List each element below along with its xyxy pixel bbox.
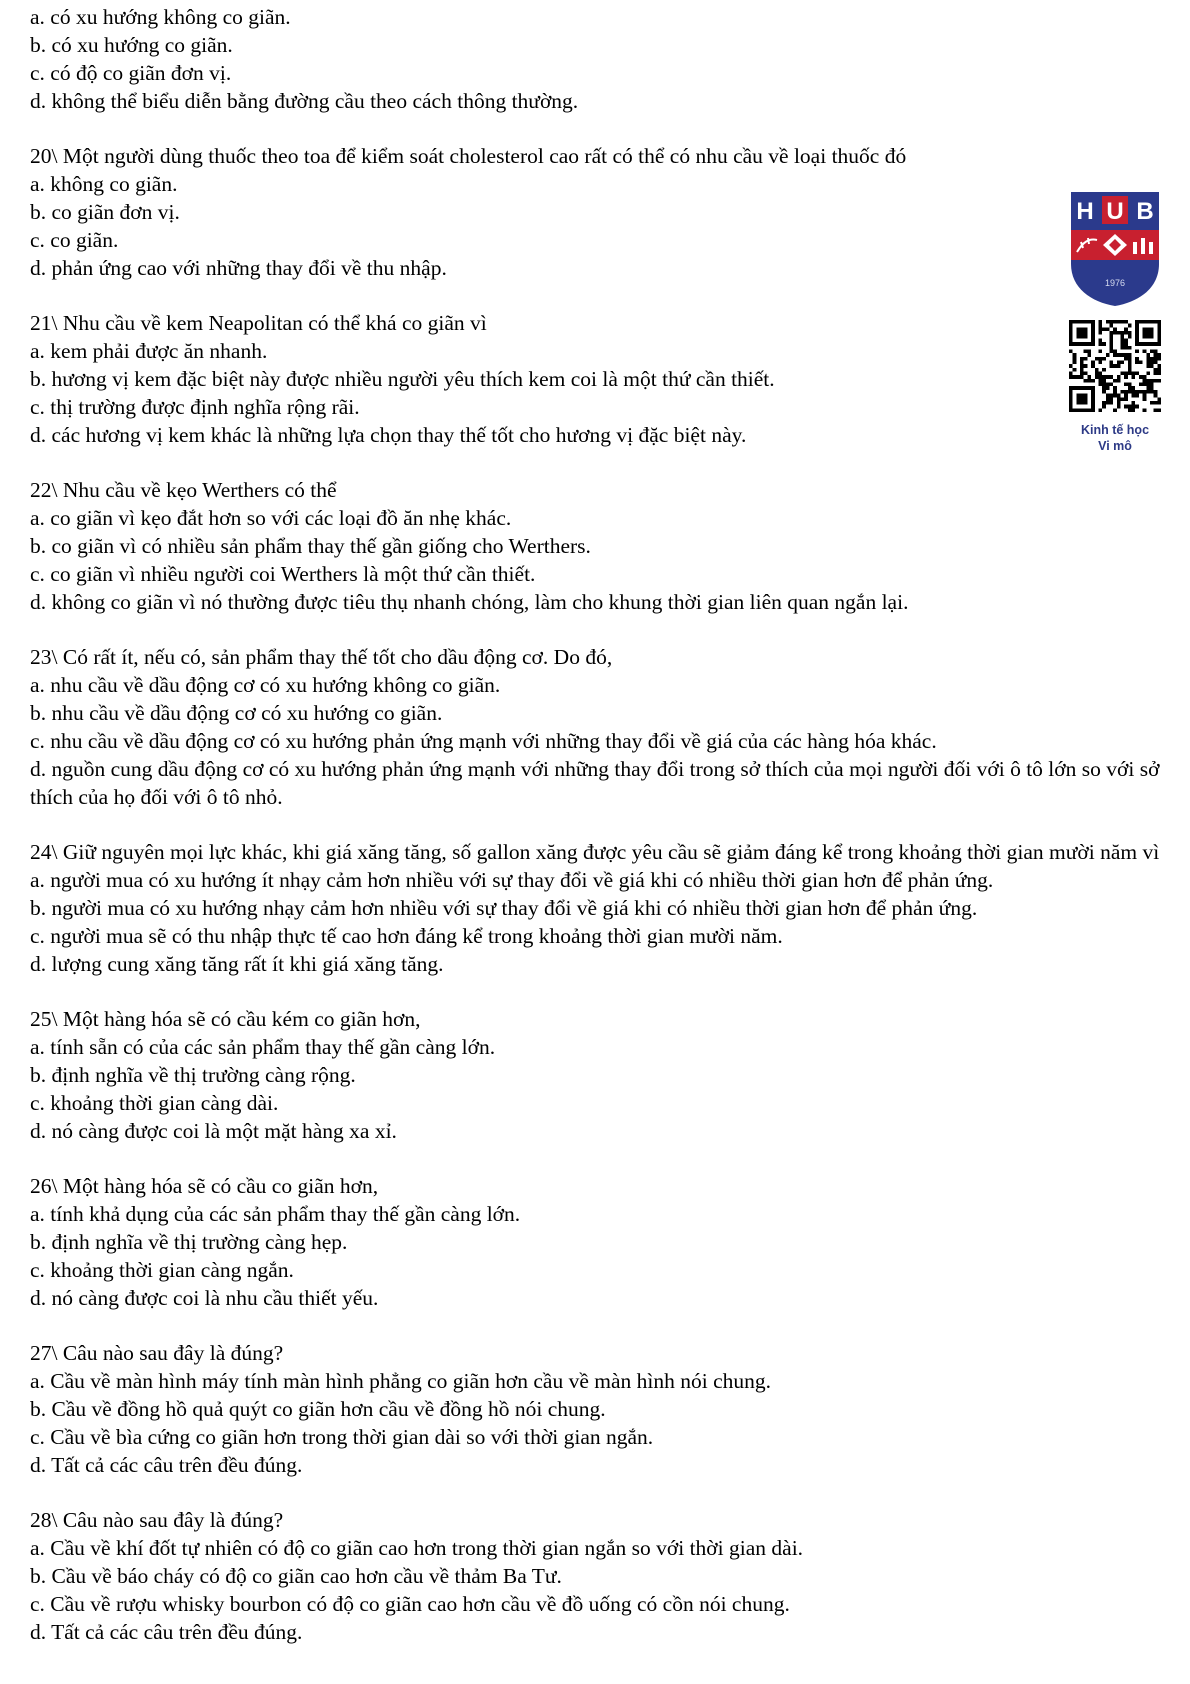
side-logo bbox=[1065, 190, 1165, 454]
qr-module bbox=[1124, 331, 1128, 335]
qr-module bbox=[1121, 338, 1125, 342]
answer-option: d. nguồn cung dầu động cơ có xu hướng phản ứng mạnh với những thay đổi trong sở thích của mọi người đối với ô tô lớn so với sở thích của họ đối với ô tô nhỏ. bbox=[30, 757, 1160, 809]
qr-module bbox=[1098, 375, 1102, 379]
qr-module bbox=[1150, 364, 1154, 368]
qr-module bbox=[1087, 379, 1091, 383]
qr-module bbox=[1098, 357, 1102, 361]
qr-module bbox=[1076, 375, 1080, 379]
qr-module bbox=[1098, 327, 1102, 331]
answer-option: b. nhu cầu về dầu động cơ có xu hướng co giãn. bbox=[30, 701, 443, 725]
qr-module bbox=[1121, 335, 1125, 339]
qr-module bbox=[1124, 342, 1128, 346]
qr-module bbox=[1143, 379, 1147, 383]
qr-module bbox=[1132, 375, 1136, 379]
logo-caption-line1: Kinh tế học bbox=[1080, 423, 1150, 437]
qr-module bbox=[1128, 383, 1132, 387]
question-text: 27\ Câu nào sau đây là đúng? bbox=[30, 1341, 284, 1365]
qr-module bbox=[1150, 357, 1154, 361]
qr-module bbox=[1080, 364, 1084, 368]
qr-module bbox=[1073, 357, 1077, 361]
qr-module bbox=[1154, 379, 1158, 383]
qr-module bbox=[1128, 353, 1132, 357]
qr-module bbox=[1098, 408, 1102, 412]
qr-module bbox=[1128, 335, 1132, 339]
qr-module bbox=[1091, 379, 1095, 383]
qr-module bbox=[1124, 357, 1128, 361]
question-block bbox=[30, 142, 1170, 282]
answer-option: c. người mua sẽ có thu nhập thực tế cao hơn đáng kể trong khoảng thời gian mười năm. bbox=[30, 924, 783, 948]
qr-module bbox=[1128, 360, 1132, 364]
qr-module bbox=[1135, 390, 1139, 394]
qr-module bbox=[1150, 401, 1154, 405]
qr-module bbox=[1098, 360, 1102, 364]
answer-option: c. co giãn vì nhiều người coi Werthers là một thứ cần thiết. bbox=[30, 562, 536, 586]
qr-module bbox=[1098, 331, 1102, 335]
qr-module bbox=[1113, 327, 1117, 331]
qr-module bbox=[1117, 405, 1121, 409]
qr-module bbox=[1106, 394, 1110, 398]
qr-module bbox=[1102, 357, 1106, 361]
qr-module bbox=[1139, 383, 1143, 387]
qr-module bbox=[1109, 335, 1113, 339]
qr-module bbox=[1113, 320, 1117, 324]
qr-module bbox=[1154, 357, 1158, 361]
qr-module bbox=[1124, 394, 1128, 398]
qr-module bbox=[1157, 379, 1161, 383]
qr-module bbox=[1132, 408, 1136, 412]
qr-module bbox=[1146, 379, 1150, 383]
qr-module bbox=[1157, 401, 1161, 405]
answer-option: b. hương vị kem đặc biệt này được nhiều người yêu thích kem coi là một thứ cần thiết. bbox=[30, 367, 775, 391]
qr-module bbox=[1109, 346, 1113, 350]
qr-module bbox=[1157, 368, 1161, 372]
qr-module bbox=[1146, 364, 1150, 368]
qr-module bbox=[1106, 327, 1110, 331]
answer-option: b. co giãn vì có nhiều sản phẩm thay thế gần giống cho Werthers. bbox=[30, 534, 591, 558]
question-block bbox=[30, 1172, 1170, 1312]
qr-module bbox=[1109, 349, 1113, 353]
qr-module bbox=[1098, 338, 1102, 342]
qr-module bbox=[1069, 372, 1073, 376]
qr-module bbox=[1124, 383, 1128, 387]
answer-option: a. nhu cầu về dầu động cơ có xu hướng không co giãn. bbox=[30, 673, 501, 697]
qr-module bbox=[1154, 360, 1158, 364]
qr-module bbox=[1109, 360, 1113, 364]
qr-module bbox=[1121, 360, 1125, 364]
qr-module bbox=[1128, 408, 1132, 412]
answer-option: d. lượng cung xăng tăng rất ít khi giá xăng tăng. bbox=[30, 952, 444, 976]
question-text: 20\ Một người dùng thuốc theo toa để kiểm soát cholesterol cao rất có thể có nhu cầu về loại thuốc đó bbox=[30, 144, 907, 168]
qr-module bbox=[1154, 394, 1158, 398]
qr-module bbox=[1113, 353, 1117, 357]
qr-module bbox=[1128, 346, 1132, 350]
qr-module bbox=[1102, 401, 1106, 405]
qr-module bbox=[1073, 368, 1077, 372]
qr-module bbox=[1135, 394, 1139, 398]
qr-module bbox=[1150, 349, 1154, 353]
answer-option: a. có xu hướng không co giãn. bbox=[30, 5, 291, 29]
answer-option: b. định nghĩa về thị trường càng hẹp. bbox=[30, 1230, 348, 1254]
answer-option: d. không co giãn vì nó thường được tiêu thụ nhanh chóng, làm cho khung thời gian liên quan ngắn lại. bbox=[30, 590, 909, 614]
qr-module bbox=[1098, 324, 1102, 328]
qr-module bbox=[1128, 386, 1132, 390]
qr-module bbox=[1154, 353, 1158, 357]
shield-letter-b: B bbox=[1136, 198, 1154, 225]
qr-module bbox=[1087, 375, 1091, 379]
qr-module bbox=[1157, 408, 1161, 412]
qr-module bbox=[1102, 386, 1106, 390]
qr-module bbox=[1150, 379, 1154, 383]
question-block bbox=[30, 1005, 1170, 1145]
qr-module bbox=[1113, 394, 1117, 398]
qr-module bbox=[1121, 353, 1125, 357]
qr-module bbox=[1139, 375, 1143, 379]
qr-module bbox=[1117, 364, 1121, 368]
qr-module bbox=[1098, 342, 1102, 346]
answer-option: a. Cầu về khí đốt tự nhiên có độ co giãn cao hơn trong thời gian ngắn so với thời gian dài. bbox=[30, 1536, 804, 1560]
qr-module bbox=[1080, 360, 1084, 364]
answer-option: c. Cầu về bìa cứng co giãn hơn trong thời gian dài so với thời gian ngắn. bbox=[30, 1425, 654, 1449]
qr-module bbox=[1109, 338, 1113, 342]
qr-module bbox=[1069, 364, 1073, 368]
qr-module bbox=[1154, 401, 1158, 405]
qr-module bbox=[1109, 364, 1113, 368]
qr-module bbox=[1084, 364, 1088, 368]
qr-module bbox=[1098, 320, 1102, 324]
answer-option: b. người mua có xu hướng nhạy cảm hơn nhiều với sự thay đổi về giá khi có nhiều thời gian hơn để phản ứng. bbox=[30, 896, 978, 920]
qr-module bbox=[1117, 394, 1121, 398]
qr-module bbox=[1132, 372, 1136, 376]
qr-module bbox=[1150, 386, 1154, 390]
qr-module bbox=[1139, 360, 1143, 364]
qr-module bbox=[1095, 375, 1099, 379]
qr-module bbox=[1121, 331, 1125, 335]
qr-module bbox=[1113, 408, 1117, 412]
qr-module bbox=[1073, 353, 1077, 357]
qr-module bbox=[1124, 397, 1128, 401]
qr-module bbox=[1098, 372, 1102, 376]
qr-module bbox=[1087, 353, 1091, 357]
question-text: 23\ Có rất ít, nếu có, sản phẩm thay thế tốt cho dầu động cơ. Do đó, bbox=[30, 645, 613, 669]
qr-module bbox=[1146, 353, 1150, 357]
qr-module bbox=[1143, 375, 1147, 379]
answer-option: a. kem phải được ăn nhanh. bbox=[30, 339, 268, 363]
qr-module bbox=[1132, 405, 1136, 409]
qr-module bbox=[1157, 372, 1161, 376]
qr-module bbox=[1154, 408, 1158, 412]
qr-module bbox=[1128, 324, 1132, 328]
qr-module bbox=[1157, 364, 1161, 368]
qr-module bbox=[1095, 368, 1099, 372]
answer-option: d. nó càng được coi là một mặt hàng xa xỉ. bbox=[30, 1119, 397, 1143]
qr-module bbox=[1121, 320, 1125, 324]
answer-option: d. nó càng được coi là nhu cầu thiết yếu. bbox=[30, 1286, 379, 1310]
qr-module bbox=[1109, 320, 1113, 324]
qr-module bbox=[1150, 360, 1154, 364]
answer-option: a. người mua có xu hướng ít nhạy cảm hơn nhiều với sự thay đổi về giá khi có nhiều thời gian hơn để phản ứng. bbox=[30, 868, 994, 892]
qr-module bbox=[1157, 397, 1161, 401]
qr-module bbox=[1080, 375, 1084, 379]
qr-module bbox=[1117, 320, 1121, 324]
qr-module bbox=[1106, 383, 1110, 387]
qr-module bbox=[1128, 331, 1132, 335]
qr-module bbox=[1109, 401, 1113, 405]
qr-module bbox=[1157, 353, 1161, 357]
qr-module bbox=[1124, 338, 1128, 342]
qr-module bbox=[1146, 357, 1150, 361]
answer-option: d. các hương vị kem khác là những lựa chọn thay thế tốt cho hương vị đặc biệt này. bbox=[30, 423, 747, 447]
qr-module bbox=[1084, 357, 1088, 361]
qr-module bbox=[1091, 364, 1095, 368]
qr-module bbox=[1143, 390, 1147, 394]
qr-module bbox=[1146, 372, 1150, 376]
qr-module bbox=[1143, 394, 1147, 398]
qr-module bbox=[1106, 353, 1110, 357]
qr-module bbox=[1098, 383, 1102, 387]
qr-module bbox=[1080, 368, 1084, 372]
question-text: 22\ Nhu cầu về kẹo Werthers có thể bbox=[30, 478, 337, 502]
qr-module bbox=[1109, 375, 1113, 379]
shield-letter-h: H bbox=[1076, 198, 1094, 225]
qr-module bbox=[1135, 360, 1139, 364]
qr-module bbox=[1106, 397, 1110, 401]
answer-option: a. tính khả dụng của các sản phẩm thay thế gần càng lớn. bbox=[30, 1202, 521, 1226]
qr-module bbox=[1113, 349, 1117, 353]
answer-option: b. Cầu về báo cháy có độ co giãn cao hơn cầu về thảm Ba Tư. bbox=[30, 1564, 562, 1588]
qr-module bbox=[1117, 360, 1121, 364]
qr-module bbox=[1128, 390, 1132, 394]
qr-module bbox=[1143, 397, 1147, 401]
answer-option: c. thị trường được định nghĩa rộng rãi. bbox=[30, 395, 360, 419]
qr-finder-core bbox=[1076, 394, 1087, 405]
qr-module bbox=[1069, 375, 1073, 379]
qr-module bbox=[1109, 331, 1113, 335]
qr-module bbox=[1124, 372, 1128, 376]
qr-module bbox=[1150, 390, 1154, 394]
answer-option: d. phản ứng cao với những thay đổi về thu nhập. bbox=[30, 256, 447, 280]
qr-module bbox=[1109, 324, 1113, 328]
question-block bbox=[30, 1339, 1170, 1479]
qr-module bbox=[1128, 364, 1132, 368]
qr-module bbox=[1084, 372, 1088, 376]
qr-module bbox=[1157, 357, 1161, 361]
qr-module bbox=[1091, 360, 1095, 364]
qr-module bbox=[1121, 342, 1125, 346]
shield-year: 1976 bbox=[1104, 278, 1126, 288]
qr-module bbox=[1124, 346, 1128, 350]
answer-option: a. tính sẵn có của các sản phẩm thay thế gần càng lớn. bbox=[30, 1035, 496, 1059]
qr-module bbox=[1084, 379, 1088, 383]
qr-module bbox=[1073, 360, 1077, 364]
qr-module bbox=[1135, 405, 1139, 409]
logo-caption-line2: Vi mô bbox=[1098, 439, 1132, 453]
answer-option: c. khoảng thời gian càng dài. bbox=[30, 1091, 279, 1115]
qr-module bbox=[1143, 408, 1147, 412]
qr-module bbox=[1154, 349, 1158, 353]
question-text: 25\ Một hàng hóa sẽ có cầu kém co giãn hơn, bbox=[30, 1007, 421, 1031]
qr-module bbox=[1128, 368, 1132, 372]
answer-option: d. Tất cả các câu trên đều đúng. bbox=[30, 1453, 303, 1477]
qr-module bbox=[1109, 383, 1113, 387]
answer-option: c. Cầu về rượu whisky bourbon có độ co giãn cao hơn cầu về đồ uống có cồn nói chung. bbox=[30, 1592, 790, 1616]
answer-option: b. định nghĩa về thị trường càng rộng. bbox=[30, 1063, 356, 1087]
qr-module bbox=[1084, 349, 1088, 353]
question-block bbox=[30, 3, 1170, 115]
qr-module bbox=[1139, 390, 1143, 394]
qr-module bbox=[1146, 383, 1150, 387]
qr-module bbox=[1113, 386, 1117, 390]
qr-finder-core bbox=[1076, 327, 1087, 338]
qr-module bbox=[1069, 349, 1073, 353]
qr-module bbox=[1132, 386, 1136, 390]
qr-module bbox=[1113, 331, 1117, 335]
qr-module bbox=[1150, 383, 1154, 387]
qr-module bbox=[1113, 390, 1117, 394]
answer-option: b. co giãn đơn vị. bbox=[30, 200, 180, 224]
question-text: 21\ Nhu cầu về kem Neapolitan có thể khá co giãn vì bbox=[30, 311, 487, 335]
question-text: 26\ Một hàng hóa sẽ có cầu co giãn hơn, bbox=[30, 1174, 379, 1198]
qr-module bbox=[1109, 397, 1113, 401]
qr-module bbox=[1124, 327, 1128, 331]
qr-module bbox=[1102, 327, 1106, 331]
qr-module bbox=[1095, 372, 1099, 376]
qr-module bbox=[1113, 379, 1117, 383]
answer-option: c. có độ co giãn đơn vị. bbox=[30, 61, 232, 85]
qr-module bbox=[1124, 390, 1128, 394]
qr-module bbox=[1143, 383, 1147, 387]
answer-option: a. không co giãn. bbox=[30, 172, 178, 196]
answer-option: a. Cầu về màn hình máy tính màn hình phẳng co giãn hơn cầu về màn hình nói chung. bbox=[30, 1369, 772, 1393]
shield-letter-u: U bbox=[1106, 198, 1124, 225]
qr-module bbox=[1109, 342, 1113, 346]
qr-module bbox=[1098, 349, 1102, 353]
qr-module bbox=[1095, 357, 1099, 361]
qr-module bbox=[1132, 390, 1136, 394]
qr-module bbox=[1121, 397, 1125, 401]
qr-module bbox=[1106, 375, 1110, 379]
qr-module bbox=[1124, 353, 1128, 357]
qr-module bbox=[1132, 401, 1136, 405]
qr-module bbox=[1117, 353, 1121, 357]
question-block bbox=[30, 1506, 1170, 1646]
question-block bbox=[30, 476, 1170, 616]
qr-module bbox=[1121, 346, 1125, 350]
qr-module bbox=[1154, 368, 1158, 372]
qr-module bbox=[1117, 375, 1121, 379]
qr-module bbox=[1073, 375, 1077, 379]
document-body bbox=[30, 3, 1170, 1646]
qr-module bbox=[1121, 372, 1125, 376]
qr-module bbox=[1124, 375, 1128, 379]
qr-module bbox=[1102, 342, 1106, 346]
qr-module bbox=[1102, 368, 1106, 372]
qr-module bbox=[1146, 386, 1150, 390]
qr-module bbox=[1154, 372, 1158, 376]
qr-module bbox=[1135, 372, 1139, 376]
qr-module bbox=[1102, 379, 1106, 383]
qr-module bbox=[1080, 372, 1084, 376]
answer-option: c. nhu cầu về dầu động cơ có xu hướng phản ứng mạnh với những thay đổi về giá của các hàng hóa khác. bbox=[30, 729, 937, 753]
answer-option: b. có xu hướng co giãn. bbox=[30, 33, 233, 57]
qr-module bbox=[1102, 390, 1106, 394]
qr-module bbox=[1117, 379, 1121, 383]
qr-module bbox=[1146, 390, 1150, 394]
question-block bbox=[30, 309, 1170, 449]
qr-module bbox=[1121, 390, 1125, 394]
qr-module bbox=[1146, 360, 1150, 364]
qr-code bbox=[1069, 320, 1161, 412]
qr-module bbox=[1117, 331, 1121, 335]
hub-shield-logo bbox=[1069, 190, 1161, 308]
qr-module bbox=[1154, 390, 1158, 394]
qr-module bbox=[1106, 401, 1110, 405]
qr-module bbox=[1124, 320, 1128, 324]
qr-module bbox=[1135, 349, 1139, 353]
question-block bbox=[30, 838, 1170, 978]
qr-module bbox=[1124, 405, 1128, 409]
qr-module bbox=[1102, 405, 1106, 409]
qr-module bbox=[1113, 364, 1117, 368]
qr-module bbox=[1135, 357, 1139, 361]
qr-module bbox=[1106, 386, 1110, 390]
qr-module bbox=[1109, 394, 1113, 398]
qr-module bbox=[1132, 394, 1136, 398]
qr-finder-core bbox=[1143, 327, 1154, 338]
qr-module bbox=[1128, 357, 1132, 361]
qr-module bbox=[1080, 357, 1084, 361]
answer-option: c. co giãn. bbox=[30, 228, 119, 252]
qr-module bbox=[1117, 401, 1121, 405]
answer-option: d. không thể biểu diễn bằng đường cầu theo cách thông thường. bbox=[30, 89, 579, 113]
qr-module bbox=[1117, 397, 1121, 401]
answer-option: c. khoảng thời gian càng ngắn. bbox=[30, 1258, 294, 1282]
answer-option: d. Tất cả các câu trên đều đúng. bbox=[30, 1620, 303, 1644]
question-block bbox=[30, 643, 1170, 811]
answer-option: a. co giãn vì kẹo đắt hơn so với các loại đồ ăn nhẹ khác. bbox=[30, 506, 512, 530]
question-text: 24\ Giữ nguyên mọi lực khác, khi giá xăng tăng, số gallon xăng được yêu cầu sẽ giảm đáng kể trong khoảng thời gian mười năm vì bbox=[30, 840, 1160, 864]
qr-module bbox=[1087, 349, 1091, 353]
qr-module bbox=[1102, 383, 1106, 387]
qr-module bbox=[1128, 405, 1132, 409]
qr-module bbox=[1098, 379, 1102, 383]
answer-option: b. Cầu về đồng hồ quả quýt co giãn hơn cầu về đồng hồ nói chung. bbox=[30, 1397, 606, 1421]
question-text: 28\ Câu nào sau đây là đúng? bbox=[30, 1508, 284, 1532]
qr-module bbox=[1102, 375, 1106, 379]
qr-module bbox=[1128, 372, 1132, 376]
qr-module bbox=[1106, 320, 1110, 324]
qr-module bbox=[1143, 349, 1147, 353]
